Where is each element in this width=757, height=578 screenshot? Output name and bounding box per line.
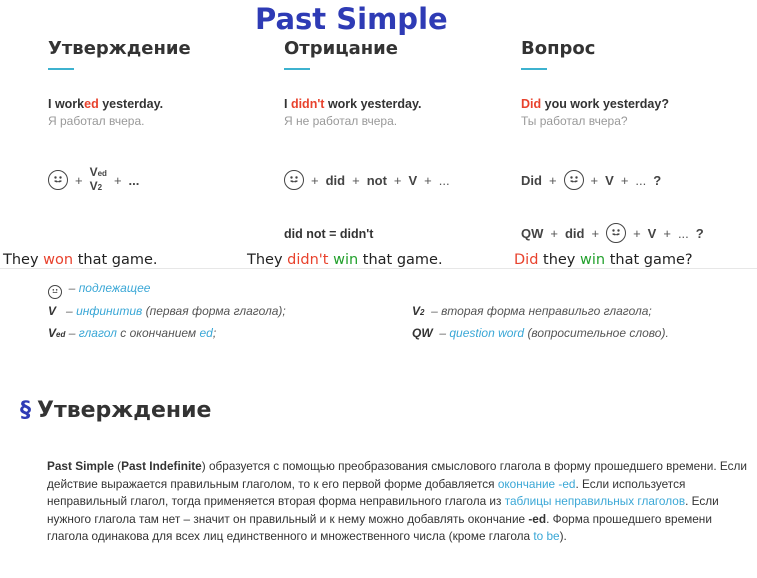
legend-subject-link[interactable]: подлежащее (78, 281, 151, 295)
legend-verb-link[interactable]: глагол (78, 326, 117, 340)
subject-face-icon (564, 170, 584, 190)
legend-ved: Ved – глагол с окончанием ed; (48, 326, 217, 340)
section-title: § Утверждение (20, 398, 212, 423)
question-qw-formula: QW + did + + V + ... ? (521, 223, 704, 243)
legend-infinitive-link[interactable]: инфинитив (76, 304, 143, 318)
subject-face-icon (48, 170, 68, 190)
affirmative-plain-example: They won that game. (3, 252, 158, 268)
divider (0, 268, 757, 269)
negative-formula: + did + not + V + ... (284, 170, 450, 190)
irregular-verbs-table-link[interactable]: таблицы неправильных глаголов (504, 494, 686, 509)
legend-ed-link[interactable]: ed (199, 326, 213, 340)
section-paragraph: Past Simple (Past Indefinite) образуется с помощью преобразования смыслового глагола в форму прошедшего времени. Если действие выражается правильным глаголом, то к его первой форме добавляется окончание -ed. Если используется неправильный глагол, тогда применяется вторая форма неправильного глагола из таблицы неправильных глаголов. Если нужного глагола там нет – значит он правильный и к нему можно добавлять окончание -ed. Форма прошедшего времени глагола одинакова для всех лиц единственного и множественного числа (кроме глагола to be). (47, 459, 747, 544)
negative-example: I didn't work yesterday. (284, 97, 422, 111)
page-title: Past Simple (255, 2, 448, 36)
negative-contraction-note: did not = didn't (284, 227, 374, 241)
legend-question-word-link[interactable]: question word (449, 326, 525, 340)
negative-translation: Я не работал вчера. (284, 114, 398, 128)
negative-heading: Отрицание (284, 38, 398, 59)
subject-face-icon (606, 223, 626, 243)
legend-v: V – инфинитив (первая форма глагола); (48, 304, 286, 318)
question-translation: Ты работал вчера? (521, 114, 628, 128)
subject-face-icon (48, 285, 62, 299)
question-heading: Вопрос (521, 38, 596, 59)
affirmative-translation: Я работал вчера. (48, 114, 145, 128)
affirmative-underline (48, 68, 74, 70)
question-plain-example: Did they win that game? (514, 252, 693, 268)
subject-face-icon (284, 170, 304, 190)
legend-v2: V2 – вторая форма неправильго глагола; (412, 304, 652, 318)
legend-subject: – подлежащее (48, 281, 150, 299)
negative-underline (284, 68, 310, 70)
affirmative-heading: Утверждение (48, 38, 191, 59)
to-be-link[interactable]: to be (533, 529, 560, 544)
affirmative-formula: + Ved V2 + ... (48, 166, 139, 194)
negative-plain-example: They didn't win that game. (247, 252, 443, 268)
legend-qw: QW – question word (вопросительное слово). (412, 326, 669, 340)
ending-ed-link[interactable]: окончание -ed (497, 476, 576, 491)
question-example: Did you work yesterday? (521, 97, 669, 111)
section-mark-icon: § (20, 398, 31, 423)
question-formula: Did + + V + ... ? (521, 170, 661, 190)
affirmative-example: I worked yesterday. (48, 97, 164, 111)
question-underline (521, 68, 547, 70)
